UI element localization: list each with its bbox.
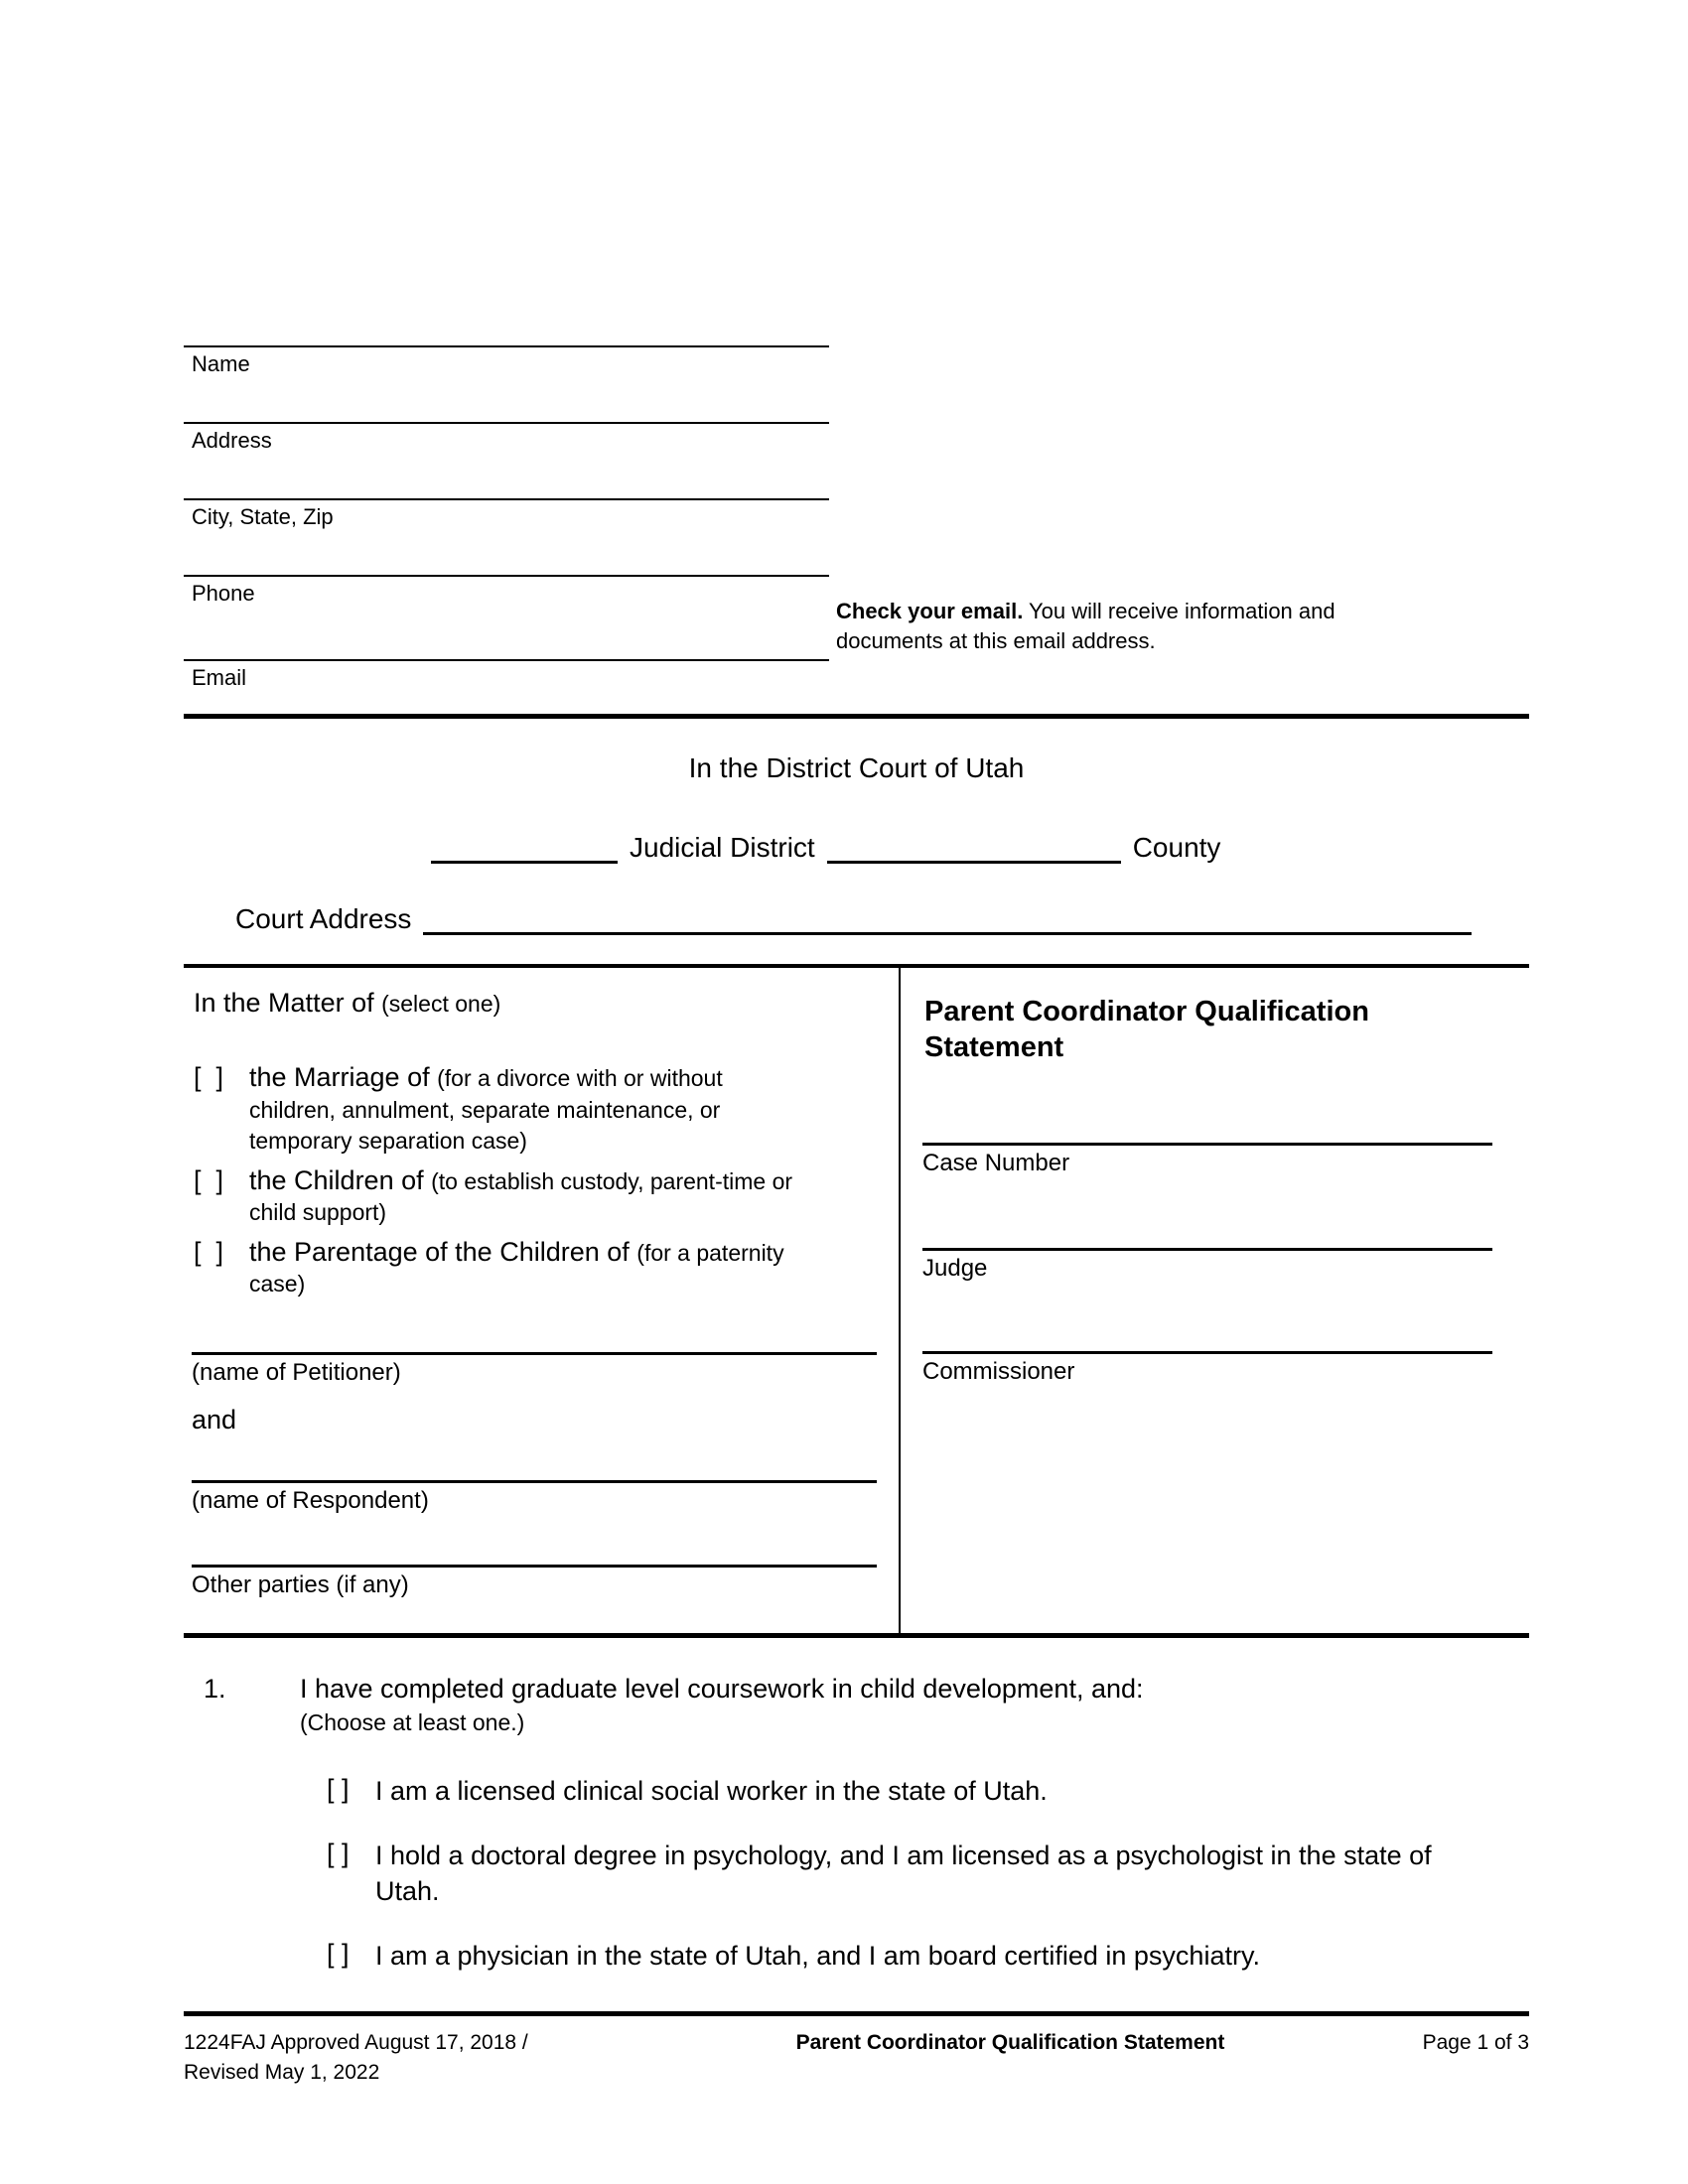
case-number-group [922, 1143, 1492, 1177]
matter-option-marriage-text [249, 1062, 810, 1157]
footer [184, 2028, 1529, 2089]
contact-fields-block [184, 345, 829, 715]
commissioner-group [922, 1351, 1492, 1386]
matter-option-parentage-note: (for a paternity case) [249, 1239, 784, 1297]
phone-field[interactable] [184, 575, 829, 659]
judicial-district-input-line[interactable] [431, 826, 618, 864]
matter-option-children-text [249, 1165, 810, 1228]
matter-heading-note: (select one) [381, 991, 501, 1017]
email-field[interactable] [184, 659, 829, 715]
petitioner-group [192, 1352, 877, 1387]
matter-cell [184, 968, 901, 1633]
court-address-input-line[interactable] [423, 897, 1472, 935]
caption-top-rule [184, 714, 1529, 719]
caption-table [184, 964, 1529, 1638]
matter-option-children-main: the Children of [249, 1164, 424, 1195]
option-physician-psychiatry [204, 1939, 1529, 1975]
section-1-options [204, 1774, 1529, 1975]
matter-option-marriage-note: (for a divorce with or without children, annulment, separate maintenance, or temporary separation case) [249, 1065, 723, 1155]
footer-rule [184, 2011, 1529, 2016]
other-parties-group [192, 1565, 877, 1599]
check-email-note-rest: You will receive information and documents at this email address. [836, 599, 1336, 654]
footer-form-id-line1: 1224FAJ Approved August 17, 2018 / [184, 2031, 528, 2054]
matter-option-marriage [194, 1062, 883, 1157]
respondent-label: (name of Respondent) [192, 1487, 429, 1514]
matter-option-parentage-main: the Parentage of the Children of [249, 1236, 630, 1267]
option-physician-psychiatry-text: I am a physician in the state of Utah, and I am board certified in psychiatry. [375, 1940, 1260, 1971]
checkbox-marriage[interactable]: [ ] [194, 1062, 224, 1092]
address-field-label: Address [192, 428, 272, 453]
name-field-label: Name [192, 351, 250, 376]
check-email-note-bold: Check your email. [836, 599, 1024, 623]
checkbox-physician-psychiatry[interactable]: [ ] [327, 1938, 350, 1969]
email-field-label: Email [192, 665, 247, 690]
footer-form-id [184, 2028, 650, 2089]
section-1-number: 1. [204, 1674, 226, 1704]
address-field[interactable] [184, 422, 829, 498]
matter-option-parentage-text [249, 1237, 810, 1299]
respondent-group [192, 1480, 877, 1515]
judge-group [922, 1248, 1492, 1283]
option-psychologist-text: I hold a doctoral degree in psychology, and I am licensed as a psychologist in the state of Utah. [375, 1840, 1432, 1906]
section-1-statement: I have completed graduate level coursework in child development, and: [300, 1674, 1144, 1704]
checkbox-psychologist[interactable]: [ ] [327, 1838, 350, 1868]
commissioner-label: Commissioner [922, 1358, 1075, 1385]
checkbox-parentage[interactable]: [ ] [194, 1236, 224, 1267]
matter-options [194, 1062, 883, 1299]
court-heading: In the District Court of Utah [688, 752, 1025, 783]
judge-label: Judge [922, 1255, 988, 1282]
checkbox-clinical-social-worker[interactable]: [ ] [327, 1774, 350, 1804]
footer-form-title: Parent Coordinator Qualification Statement [795, 2031, 1225, 2054]
matter-heading [194, 988, 883, 1019]
case-info-cell [901, 968, 1529, 1633]
and-label: and [192, 1405, 237, 1434]
matter-option-children-note: (to establish custody, parent-time or child support) [249, 1167, 793, 1226]
section-1 [204, 1674, 1529, 2003]
county-input-line[interactable] [827, 826, 1121, 864]
section-1-instruction: (Choose at least one.) [300, 1709, 525, 1735]
matter-option-children [194, 1165, 883, 1228]
option-psychologist [204, 1839, 1529, 1910]
option-clinical-social-worker-text: I am a licensed clinical social worker in the state of Utah. [375, 1776, 1048, 1806]
court-address-row [235, 897, 1472, 935]
checkbox-children[interactable]: [ ] [194, 1164, 224, 1195]
matter-heading-text: In the Matter of [194, 988, 374, 1018]
section-1-heading [204, 1674, 1529, 1705]
matter-option-parentage [194, 1237, 883, 1299]
form-title: Parent Coordinator Qualification Statement [924, 996, 1369, 1064]
footer-page-number: Page 1 of 3 [1422, 2031, 1529, 2054]
city-state-zip-field[interactable] [184, 498, 829, 575]
judicial-district-label: Judicial District [630, 832, 815, 863]
court-address-label: Court Address [235, 903, 412, 934]
name-field[interactable] [184, 345, 829, 422]
county-label: County [1132, 832, 1221, 863]
footer-form-id-line2: Revised May 1, 2022 [184, 2061, 380, 2085]
phone-field-label: Phone [192, 581, 255, 606]
other-parties-label: Other parties (if any) [192, 1571, 409, 1598]
petitioner-label: (name of Petitioner) [192, 1359, 401, 1386]
case-number-label: Case Number [922, 1150, 1070, 1176]
district-row [431, 826, 1220, 864]
check-email-note [836, 597, 1390, 657]
matter-option-marriage-main: the Marriage of [249, 1062, 430, 1092]
city-state-zip-field-label: City, State, Zip [192, 504, 334, 529]
option-clinical-social-worker [204, 1774, 1529, 1810]
